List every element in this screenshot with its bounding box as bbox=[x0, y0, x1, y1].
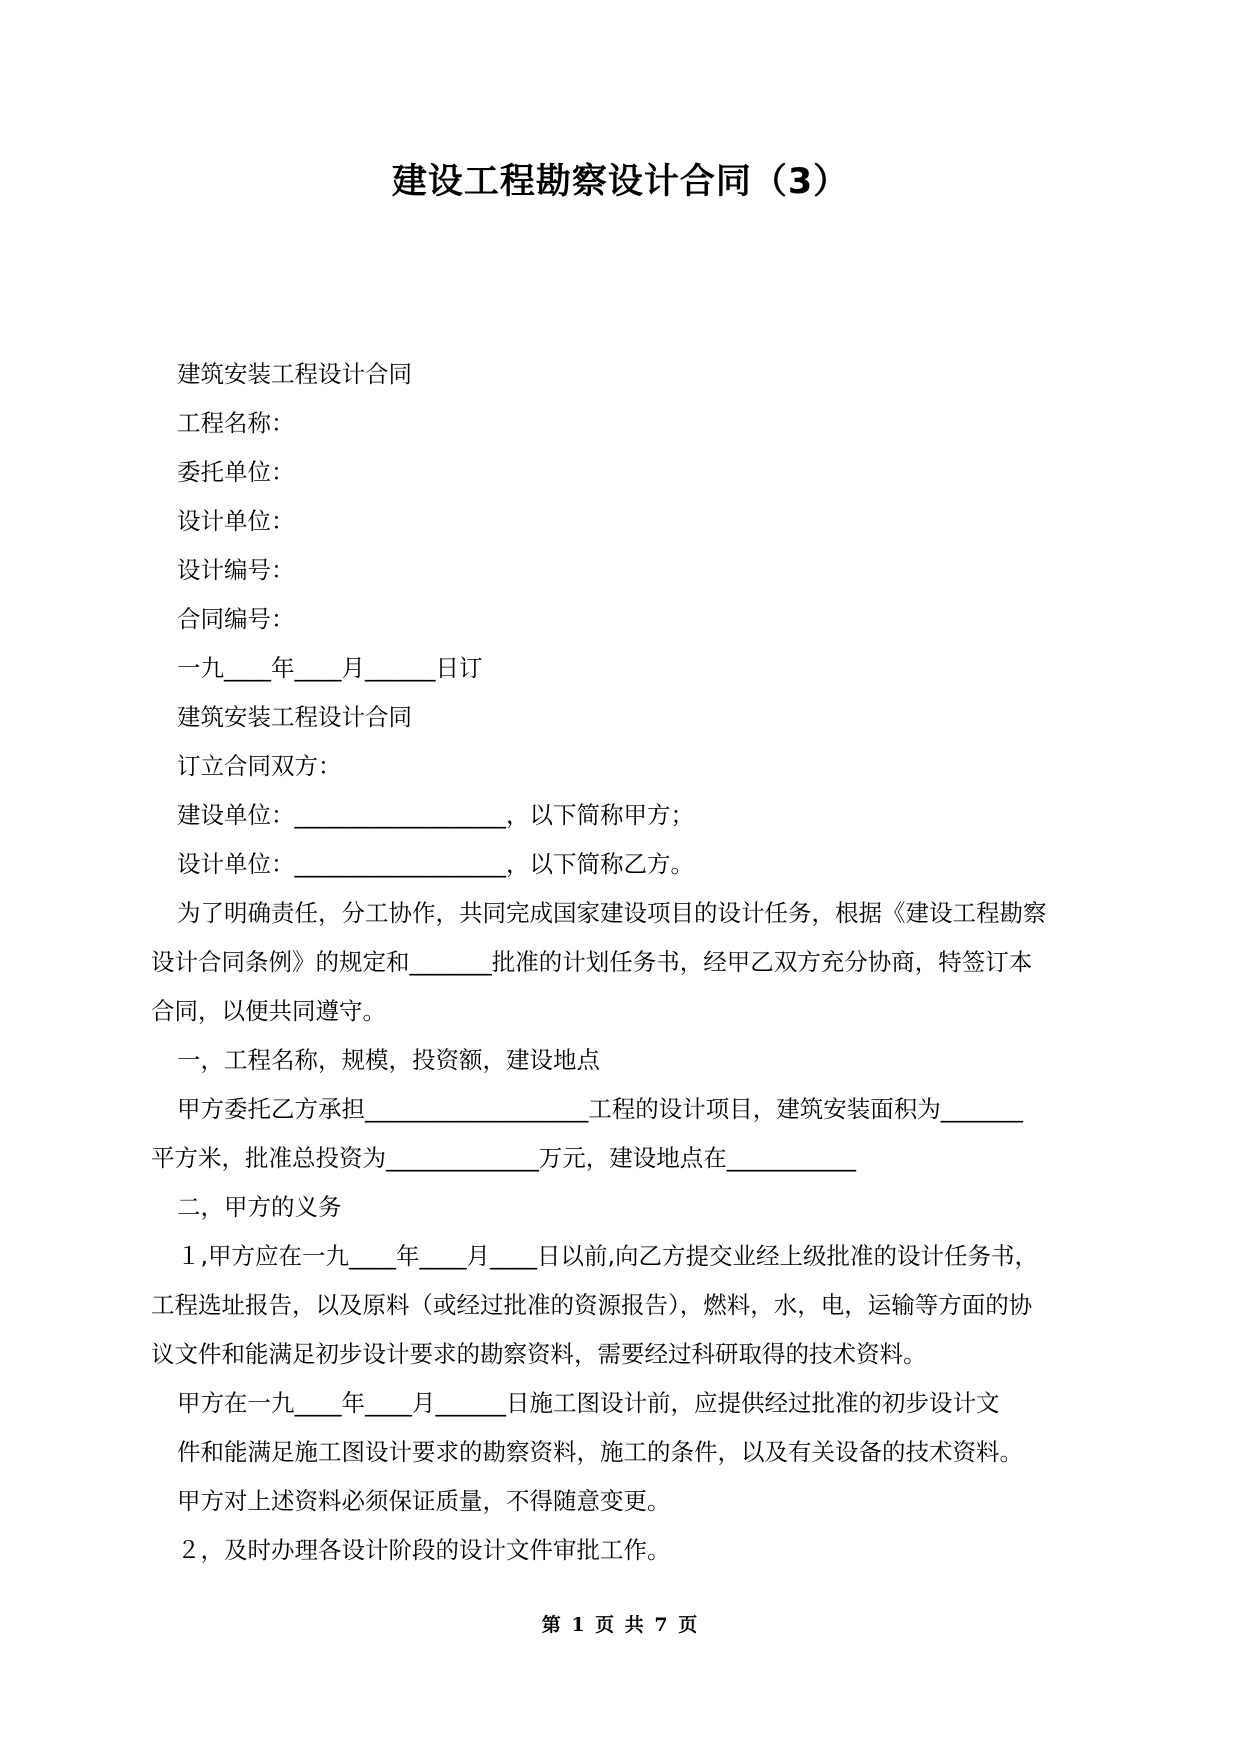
paragraph-line: 议文件和能满足初步设计要求的勘察资料，需要经过科研取得的技术资料。 bbox=[151, 1340, 927, 1368]
paragraph-line: 合同编号： bbox=[177, 605, 295, 633]
page-number: 第 1 页 共 7 页 bbox=[541, 1614, 700, 1636]
paragraph-line: 工程名称： bbox=[177, 409, 295, 437]
paragraph-line: 建筑安装工程设计合同 bbox=[177, 360, 412, 388]
paragraph-line: 设计编号： bbox=[177, 556, 295, 584]
paragraph-line: 二，甲方的义务 bbox=[177, 1193, 342, 1221]
paragraph-line: 设计单位：__________________，以下简称乙方。 bbox=[177, 850, 694, 878]
paragraph-line: 甲方在一九____年____月______日施工图设计前，应提供经过批准的初步设计文 bbox=[177, 1389, 1000, 1417]
paragraph-line: 为了明确责任，分工协作，共同完成国家建设项目的设计任务，根据《建设工程勘察 bbox=[177, 899, 1047, 927]
paragraph-line: 工程选址报告，以及原料（或经过批准的资源报告），燃料，水，电，运输等方面的协 bbox=[151, 1291, 1033, 1319]
document-title: 建设工程勘察设计合同（3） bbox=[391, 162, 850, 202]
paragraph-line: 建设单位：__________________，以下简称甲方； bbox=[177, 801, 694, 829]
paragraph-line: １,甲方应在一九____年____月____日以前,向乙方提交业经上级批准的设计任务书， bbox=[177, 1242, 1038, 1270]
paragraph-line: 设计单位： bbox=[177, 507, 295, 535]
paragraph-line: 建筑安装工程设计合同 bbox=[177, 703, 412, 731]
paragraph-line: 一九____年____月______日订 bbox=[177, 654, 483, 682]
paragraph-line: 一，工程名称，规模，投资额，建设地点 bbox=[177, 1046, 600, 1074]
paragraph-line: 件和能满足施工图设计要求的勘察资料，施工的条件，以及有关设备的技术资料。 bbox=[177, 1438, 1023, 1466]
paragraph-line: ２，及时办理各设计阶段的设计文件审批工作。 bbox=[177, 1536, 671, 1564]
paragraph-line: 合同，以便共同遵守。 bbox=[151, 997, 386, 1025]
paragraph-line: 甲方对上述资料必须保证质量，不得随意变更。 bbox=[177, 1487, 671, 1515]
paragraph-line: 甲方委托乙方承担___________________工程的设计项目，建筑安装面积为_______ bbox=[177, 1095, 1023, 1123]
paragraph-line: 平方米，批准总投资为_____________万元，建设地点在___________ bbox=[151, 1144, 856, 1172]
paragraph-line: 设计合同条例》的规定和_______批准的计划任务书，经甲乙双方充分协商，特签订本 bbox=[151, 948, 1033, 976]
paragraph-line: 订立合同双方： bbox=[177, 752, 342, 780]
paragraph-line: 委托单位： bbox=[177, 458, 295, 486]
document-body bbox=[151, 350, 1091, 1575]
